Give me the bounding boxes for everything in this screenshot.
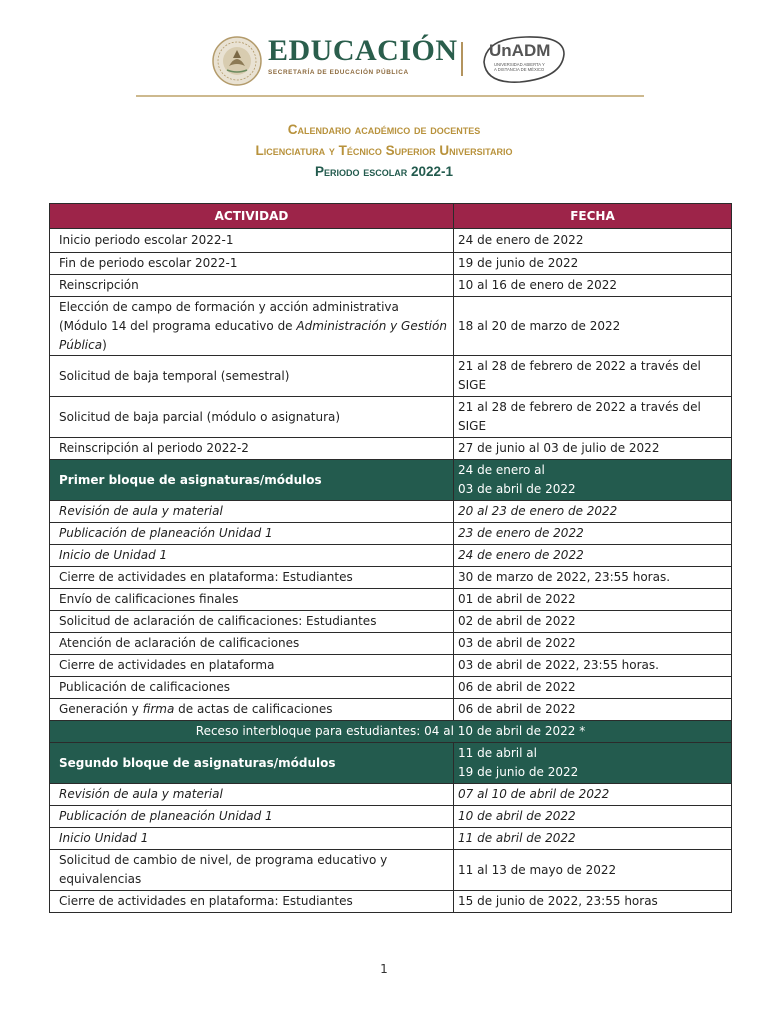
block-header-row — [50, 460, 732, 501]
calendar-table — [49, 203, 732, 913]
activity-cell: Inicio periodo escolar 2022-1 — [50, 229, 454, 253]
table-row — [50, 567, 732, 589]
date-cell: 30 de marzo de 2022, 23:55 horas. — [454, 567, 732, 589]
activity-cell: Cierre de actividades en plataforma — [50, 655, 454, 677]
title-line-2: Licenciatura y Técnico Superior Universitario — [255, 143, 513, 158]
activity-cell: Revisión de aula y material — [50, 501, 454, 523]
activity-cell: Fin de periodo escolar 2022-1 — [50, 253, 454, 275]
activity-cell: Publicación de calificaciones — [50, 677, 454, 699]
block-date — [454, 743, 732, 784]
table-row — [50, 229, 732, 253]
activity-cell: Solicitud de aclaración de calificaciones: Estudiantes — [50, 611, 454, 633]
document-titles — [0, 119, 768, 182]
activity-cell: Cierre de actividades en plataforma: Estudiantes — [50, 567, 454, 589]
activity-text: Elección de campo de formación y acción administrativa (Módulo 14 del programa educativo de — [59, 299, 399, 333]
table-row — [50, 589, 732, 611]
table-row — [50, 677, 732, 699]
table-row — [50, 397, 732, 438]
unadm-logo — [480, 32, 566, 90]
table-row — [50, 655, 732, 677]
table-row — [50, 501, 732, 523]
date-cell: 02 de abril de 2022 — [454, 611, 732, 633]
date-cell: 24 de enero de 2022 — [454, 229, 732, 253]
activity-cell: Solicitud de baja temporal (semestral) — [50, 356, 454, 397]
block-date-end: 03 de abril de 2022 — [458, 482, 576, 496]
date-cell: 23 de enero de 2022 — [454, 523, 732, 545]
block-date-start: 11 de abril al — [458, 746, 537, 760]
block-header-row — [50, 743, 732, 784]
table-row — [50, 784, 732, 806]
date-cell: 11 al 13 de mayo de 2022 — [454, 850, 732, 891]
block-date-start: 24 de enero al — [458, 463, 545, 477]
date-cell: 07 al 10 de abril de 2022 — [454, 784, 732, 806]
activity-cell: Inicio de Unidad 1 — [50, 545, 454, 567]
activity-cell: Reinscripción al periodo 2022-2 — [50, 438, 454, 460]
date-cell: 03 de abril de 2022 — [454, 633, 732, 655]
block-date — [454, 460, 732, 501]
title-line-3: Periodo escolar 2022-1 — [314, 164, 454, 179]
table-row — [50, 523, 732, 545]
activity-cell: Publicación de planeación Unidad 1 — [50, 523, 454, 545]
activity-cell — [50, 297, 454, 356]
date-cell: 20 al 23 de enero de 2022 — [454, 501, 732, 523]
date-cell: 11 de abril de 2022 — [454, 828, 732, 850]
table-row — [50, 633, 732, 655]
activity-cell: Reinscripción — [50, 275, 454, 297]
block-title: Primer bloque de asignaturas/módulos — [50, 460, 454, 501]
header-divider — [461, 42, 463, 76]
date-cell: 06 de abril de 2022 — [454, 677, 732, 699]
table-row — [50, 297, 732, 356]
date-cell: 27 de junio al 03 de julio de 2022 — [454, 438, 732, 460]
date-cell: 01 de abril de 2022 — [454, 589, 732, 611]
recess-row — [50, 721, 732, 743]
table-row — [50, 545, 732, 567]
table-row — [50, 806, 732, 828]
sep-brand — [268, 34, 458, 76]
column-header-activity: ACTIVIDAD — [50, 204, 454, 229]
mexican-coat-of-arms-seal-icon — [212, 36, 262, 86]
activity-text-italic: Administración y Gestión Pública — [59, 318, 447, 352]
activity-cell: Envío de calificaciones finales — [50, 589, 454, 611]
logo-text: UnADM — [489, 41, 551, 60]
block-title: Segundo bloque de asignaturas/módulos — [50, 743, 454, 784]
recess-text: Receso interbloque para estudiantes: 04 al 10 de abril de 2022 * — [50, 721, 732, 743]
page-number: 1 — [380, 962, 388, 976]
activity-text-end: ) — [102, 337, 107, 352]
logo-subtext-2: A DISTANCIA DE MÉXICO — [494, 67, 545, 72]
table-row — [50, 611, 732, 633]
brand-title: EDUCACIÓN — [268, 34, 458, 67]
activity-cell: Solicitud de cambio de nivel, de programa educativo y equivalencias — [50, 850, 454, 891]
activity-cell: Publicación de planeación Unidad 1 — [50, 806, 454, 828]
date-cell: 06 de abril de 2022 — [454, 699, 732, 721]
header-rule — [136, 95, 644, 97]
activity-cell: Revisión de aula y material — [50, 784, 454, 806]
block-date-end: 19 de junio de 2022 — [458, 765, 579, 779]
activity-cell: Inicio Unidad 1 — [50, 828, 454, 850]
date-cell: 03 de abril de 2022, 23:55 horas. — [454, 655, 732, 677]
activity-text: Generación y — [59, 702, 143, 716]
date-cell: 21 al 28 de febrero de 2022 a través del SIGE — [454, 397, 732, 438]
title-line-1: Calendario académico de docentes — [287, 122, 481, 137]
date-cell: 24 de enero de 2022 — [454, 545, 732, 567]
table-row — [50, 828, 732, 850]
date-cell: 10 al 16 de enero de 2022 — [454, 275, 732, 297]
activity-text-italic: firma — [142, 702, 175, 716]
date-cell: 21 al 28 de febrero de 2022 a través del SIGE — [454, 356, 732, 397]
activity-cell: Cierre de actividades en plataforma: Estudiantes — [50, 891, 454, 913]
column-header-date: FECHA — [454, 204, 732, 229]
table-row — [50, 275, 732, 297]
date-cell: 15 de junio de 2022, 23:55 horas — [454, 891, 732, 913]
document-header — [0, 30, 768, 100]
table-row — [50, 438, 732, 460]
table-header-row — [50, 204, 732, 229]
date-cell: 19 de junio de 2022 — [454, 253, 732, 275]
date-cell: 10 de abril de 2022 — [454, 806, 732, 828]
table-row — [50, 356, 732, 397]
date-cell: 18 al 20 de marzo de 2022 — [454, 297, 732, 356]
table-row — [50, 253, 732, 275]
activity-cell: Solicitud de baja parcial (módulo o asignatura) — [50, 397, 454, 438]
table-row — [50, 699, 732, 721]
activity-cell: Atención de aclaración de calificaciones — [50, 633, 454, 655]
table-row — [50, 850, 732, 891]
activity-text-end: de actas de calificaciones — [174, 702, 333, 716]
logo-subtext-1: UNIVERSIDAD ABIERTA Y — [494, 62, 545, 67]
activity-cell — [50, 699, 454, 721]
table-row — [50, 891, 732, 913]
brand-subtitle: SECRETARÍA DE EDUCACIÓN PÚBLICA — [268, 69, 409, 76]
